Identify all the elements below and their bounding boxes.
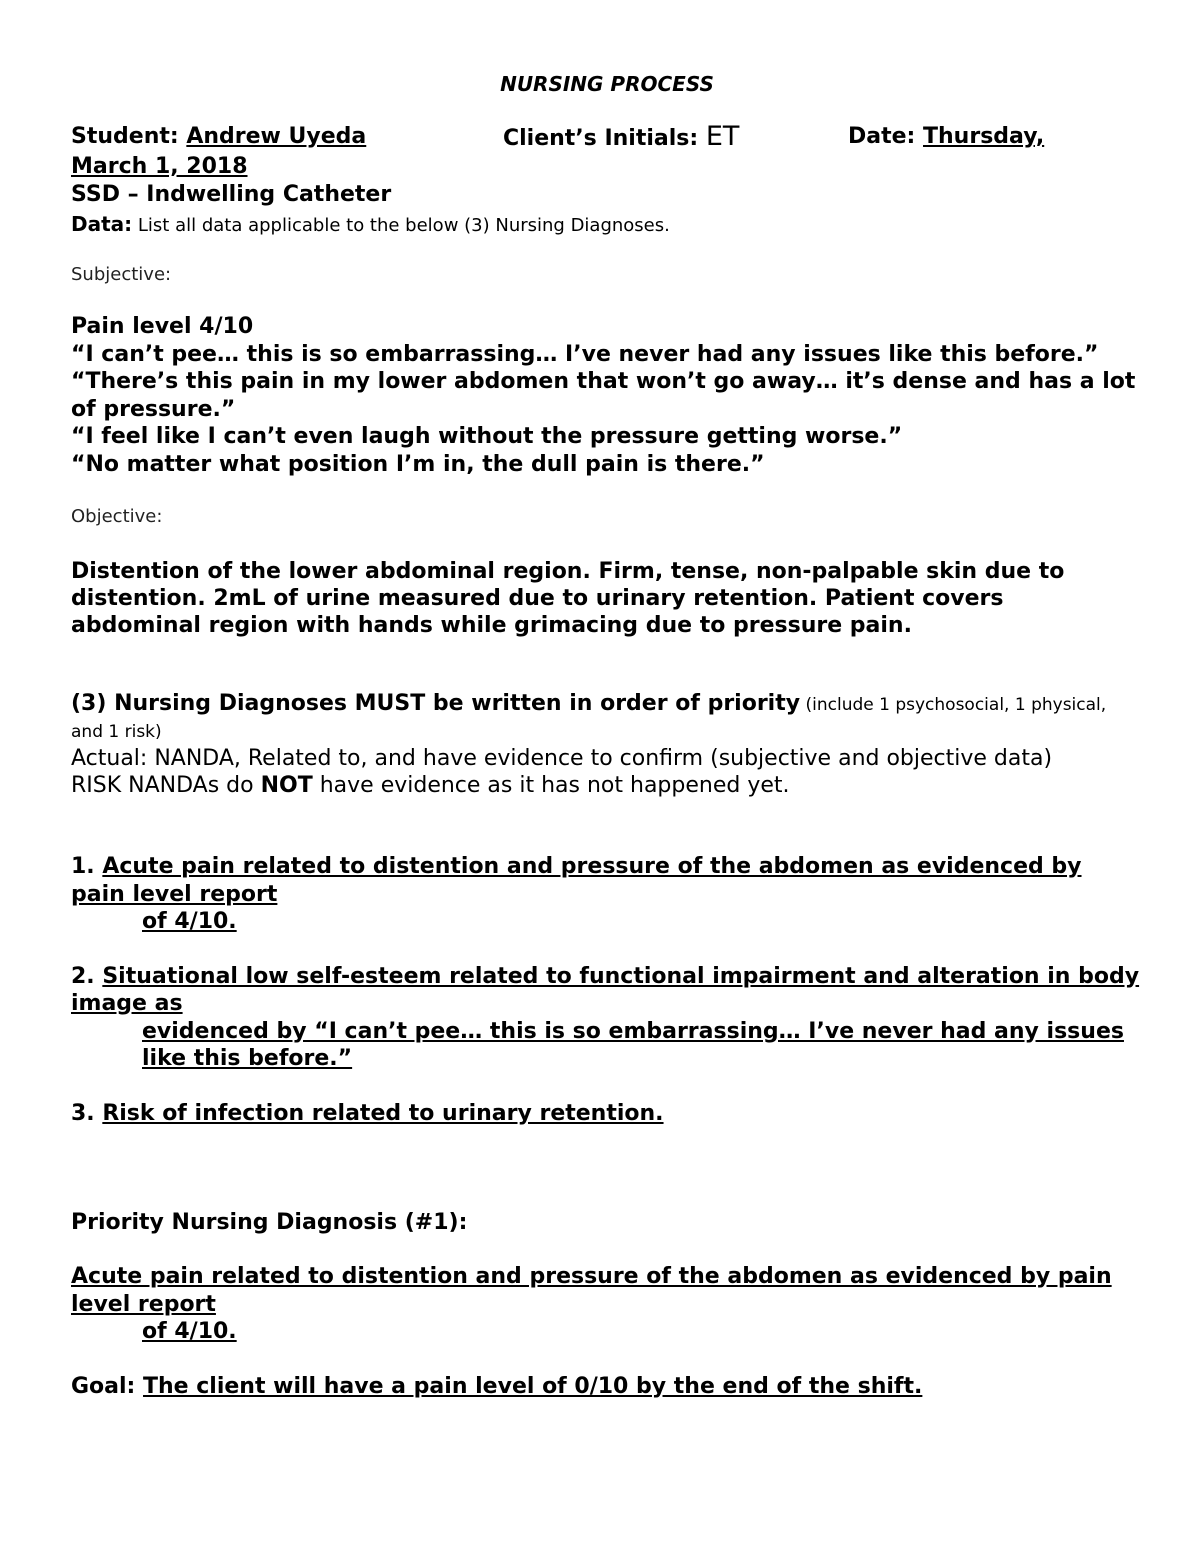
diagnosis-text-continued: of 4/10. [142, 909, 237, 934]
student-label: Student: [71, 124, 187, 149]
diagnosis-text: Risk of infection related to urinary retention. [102, 1100, 664, 1126]
data-label: Data: [71, 212, 133, 236]
risk-text-post: have evidence as it has not happened yet. [312, 773, 790, 798]
actual-instruction: Actual: NANDA, Related to, and have evidence to confirm (subjective and objective data) [71, 746, 1053, 771]
diagnoses-heading: (3) Nursing Diagnoses MUST be written in order of priority [71, 691, 801, 716]
student-value: Andrew Uyeda [186, 124, 367, 149]
client-initials-label: Client’s Initials: [503, 126, 706, 151]
diagnosis-text: Situational low self-esteem related to functional impairment and alteration in body image as [71, 963, 1140, 1016]
diagnosis-1 [71, 853, 1141, 936]
diagnosis-text-continued: evidenced by “I can’t pee… this is so embarrassing… I’ve never had any issues like this before.” [142, 1018, 1124, 1071]
document-title: NURSING PROCESS [500, 72, 714, 96]
subjective-line: “I feel like I can’t even laugh without the pressure getting worse.” [71, 424, 903, 449]
diagnosis-number: 2. [71, 963, 103, 989]
subjective-line: “No matter what position I’m in, the dull pain is there.” [71, 451, 765, 477]
diagnosis-text: Acute pain related to distention and pressure of the abdomen as evidenced by pain level report [71, 854, 1082, 907]
header-row [71, 122, 1141, 153]
risk-text-not: NOT [260, 773, 313, 798]
diagnoses-note: (include 1 psychosocial, 1 physical, and 1 risk) [71, 695, 1107, 742]
priority-diagnosis-text: Acute pain related to distention and pressure of the abdomen as evidenced by pain level report [71, 1264, 1112, 1317]
date-field [848, 122, 1141, 153]
risk-text-pre: RISK NANDAs do [71, 773, 261, 798]
data-instruction [71, 209, 1141, 241]
subjective-line: “There’s this pain in my lower abdomen that won’t go away… it’s dense and has a lot of pressure.” [71, 369, 1136, 422]
goal [71, 1373, 1141, 1400]
student-field [71, 122, 503, 153]
client-initials-value: ET [705, 121, 740, 152]
objective-data: Distention of the lower abdominal region. Firm, tense, non-palpable skin due to distention. 2mL of urine measured due to urinary retention. Patient covers abdominal region with hands while grimacing due to pressure pain. [71, 559, 1065, 638]
date-value-line1: Thursday, [923, 124, 1045, 149]
diagnoses-instruction [71, 691, 1141, 745]
subjective-label: Subjective: [71, 264, 172, 285]
date-value-line2: March 1, 2018 [71, 154, 248, 179]
diagnosis-3 [71, 1100, 1141, 1128]
objective-label: Objective: [71, 506, 163, 527]
subjective-line: Pain level 4/10 [71, 314, 254, 339]
subjective-line: “I can’t pee… this is so embarrassing… I’ve never had any issues like this before.” [71, 341, 1099, 367]
document-page [71, 70, 1141, 1400]
ssd-heading: SSD – Indwelling Catheter [71, 182, 392, 207]
priority-diagnosis-heading: Priority Nursing Diagnosis (#1): [71, 1210, 468, 1235]
diagnosis-number: 1. [71, 854, 103, 879]
risk-instruction [71, 772, 1141, 799]
priority-diagnosis [71, 1263, 1141, 1346]
client-initials-field [503, 122, 848, 153]
priority-diagnosis-text-continued: of 4/10. [142, 1319, 237, 1344]
goal-text: The client will have a pain level of 0/10 by the end of the shift. [143, 1373, 923, 1399]
goal-label: Goal: [71, 1373, 144, 1399]
diagnosis-2 [71, 963, 1141, 1073]
data-instruction-text: List all data applicable to the below (3) Nursing Diagnoses. [137, 215, 670, 236]
date-label: Date: [848, 124, 924, 149]
diagnosis-number: 3. [71, 1100, 103, 1126]
subjective-data [71, 313, 1141, 478]
